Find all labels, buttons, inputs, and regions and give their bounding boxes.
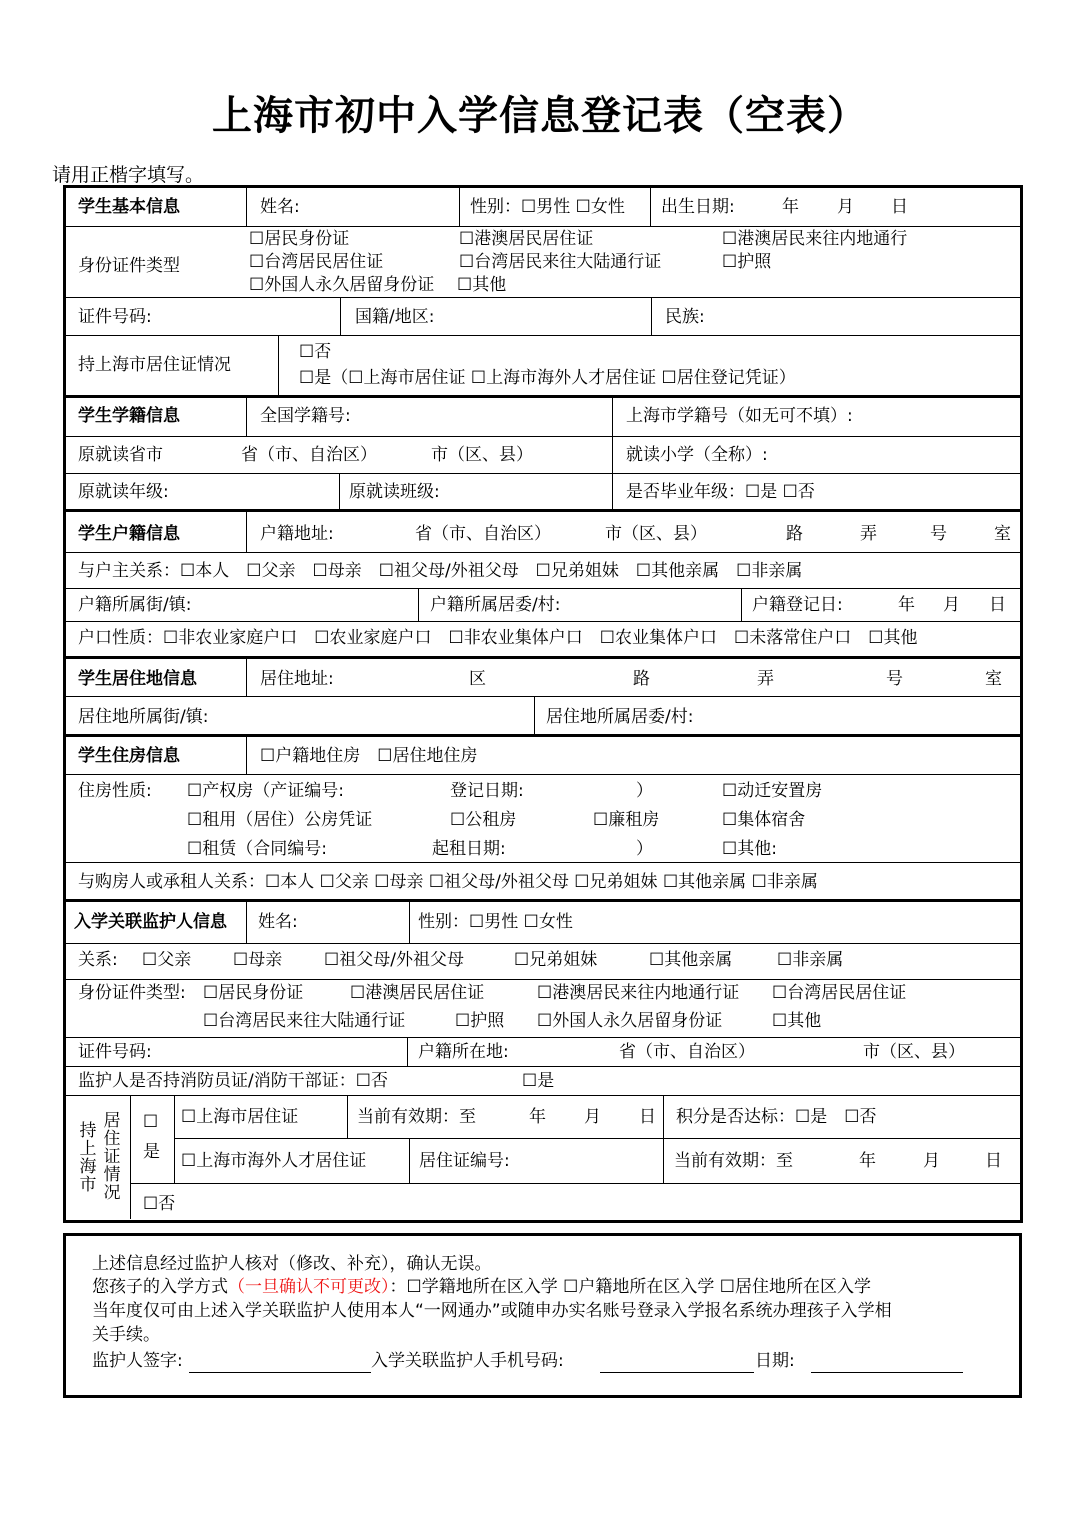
guardian-talent-valid-month: 月 [923, 1151, 940, 1171]
guardian-firefighter-no[interactable]: 监护人是否持消防员证/消防干部证：☐否 [78, 1071, 388, 1091]
hukou-reg-year-label: 年 [898, 595, 915, 615]
residence-permit-label: 持上海市居住证情况 [78, 355, 231, 375]
housing-other-option[interactable]: ☐其他: [722, 839, 777, 859]
residence-lane-label: 弄 [757, 669, 774, 689]
section-header-housing: 学生住房信息 [78, 746, 180, 766]
section-header-hukou: 学生户籍信息 [78, 524, 180, 544]
guardian-permit-side-label-b: 居住证情况 [103, 1111, 121, 1203]
hukou-reg-date-label: 户籍登记日: [752, 595, 843, 615]
guardian-permit-valid-day: 日 [639, 1107, 656, 1127]
graduating-grade-field[interactable]: 是否毕业年级：☐是 ☐否 [626, 482, 815, 502]
residence-number-label: 号 [886, 669, 903, 689]
guardian-id-tw-permit[interactable]: ☐台湾居民来往大陆通行证 [203, 1011, 406, 1031]
guardian-gender-field[interactable]: 性别：☐男性 ☐女性 [418, 912, 573, 932]
page-title: 上海市初中入学信息登记表（空表） [212, 93, 868, 139]
hukou-number-label: 号 [930, 524, 947, 544]
guardian-name-field[interactable]: 姓名: [258, 912, 298, 932]
guardian-permit-no[interactable]: ☐否 [143, 1194, 176, 1214]
housing-owned-reg-date: 登记日期: [450, 781, 524, 801]
enrollment-method-warning: （一旦确认不可更改） [228, 1277, 390, 1297]
orig-class-field[interactable]: 原就读班级: [349, 482, 440, 502]
id-option-tw-residence[interactable]: ☐台湾居民居住证 [249, 252, 384, 272]
birth-year-label: 年 [782, 197, 799, 217]
guardian-signature-label: 监护人签字: [92, 1351, 183, 1371]
guardian-relation-siblings[interactable]: ☐兄弟姐妹 [514, 950, 598, 970]
guardian-talent-valid-year: 年 [859, 1151, 876, 1171]
guardian-relation-other-relatives[interactable]: ☐其他亲属 [649, 950, 733, 970]
enrollment-instruction: 当年度仅可由上述入学关联监护人使用本人“一网通办”或随申办实名账号登录入学报名系统办理孩子入学相 [92, 1301, 892, 1321]
student-gender-field[interactable]: 性别：☐男性 ☐女性 [470, 197, 625, 217]
hukou-road-label: 路 [786, 524, 803, 544]
primary-school-field[interactable]: 就读小学（全称）: [626, 445, 768, 465]
orig-province-label: 省（市、自治区） [241, 445, 377, 465]
confirmation-section [63, 1233, 1022, 1398]
guardian-permit-shanghai[interactable]: ☐上海市居住证 [181, 1107, 299, 1127]
shanghai-roll-number-field[interactable]: 上海市学籍号（如无可不填）: [626, 406, 853, 426]
section-header-guardian: 入学关联监护人信息 [74, 912, 227, 932]
guardian-relation-father[interactable]: ☐父亲 [142, 950, 192, 970]
housing-lease-start-date: 起租日期: [432, 839, 506, 859]
housing-public-rental-option[interactable]: ☐公租房 [450, 810, 517, 830]
guardian-relation-grandparents[interactable]: ☐祖父母/外祖父母 [324, 950, 464, 970]
hukou-city-label: 市（区、县） [605, 524, 707, 544]
id-option-hkmo-permit[interactable]: ☐港澳居民来往内地通行 [722, 229, 908, 249]
signature-date-label: 日期: [755, 1351, 795, 1371]
id-type-label: 身份证件类型 [78, 256, 180, 276]
guardian-id-tw-residence[interactable]: ☐台湾居民居住证 [772, 983, 907, 1003]
guardian-id-hkmo-residence[interactable]: ☐港澳居民居住证 [350, 983, 485, 1003]
guardian-id-resident-card[interactable]: ☐居民身份证 [203, 983, 304, 1003]
id-option-foreigner-card[interactable]: ☐外国人永久居留身份证 [249, 275, 435, 295]
orig-district-label: 市（区、县） [431, 445, 533, 465]
guardian-points-qualified-options[interactable]: 积分是否达标：☐是 ☐否 [676, 1107, 877, 1127]
id-option-tw-permit[interactable]: ☐台湾居民来往大陆通行证 [459, 252, 662, 272]
section-header-student-roll: 学生学籍信息 [78, 406, 180, 426]
residence-address-field[interactable]: 居住地址: [260, 669, 334, 689]
registration-form [63, 185, 1023, 1223]
hukou-reg-day-label: 日 [989, 595, 1006, 615]
guardian-id-passport[interactable]: ☐护照 [455, 1011, 505, 1031]
guardian-permit-overseas-talent[interactable]: ☐上海市海外人才居住证 [181, 1151, 367, 1171]
ethnicity-field[interactable]: 民族: [665, 307, 705, 327]
guardian-hukou-province-label: 省（市、自治区） [619, 1042, 755, 1062]
residence-permit-no[interactable]: ☐否 [299, 342, 332, 362]
guardian-permit-valid-month: 月 [584, 1107, 601, 1127]
housing-lease-option[interactable]: ☐租赁（合同编号: [187, 839, 327, 859]
birth-month-label: 月 [837, 197, 854, 217]
birth-day-label: 日 [891, 197, 908, 217]
confirm-statement: 上述信息经过监护人核对（修改、补充），确认无误。 [92, 1254, 492, 1274]
guardian-permit-valid-year: 年 [529, 1107, 546, 1127]
guardian-relation-label: 关系: [78, 950, 118, 970]
guardian-id-type-label: 身份证件类型: [78, 983, 186, 1003]
guardian-permit-yes-label: 是 [143, 1142, 160, 1162]
guardian-talent-valid-day: 日 [985, 1151, 1002, 1171]
housing-location-options[interactable]: ☐户籍地住房 ☐居住地住房 [260, 746, 478, 766]
guardian-id-number-field[interactable]: 证件号码: [78, 1042, 152, 1062]
birth-date-label: 出生日期: [661, 197, 735, 217]
hukou-address-field[interactable]: 户籍地址: [260, 524, 334, 544]
guardian-id-hkmo-permit[interactable]: ☐港澳居民来往内地通行证 [537, 983, 740, 1003]
enrollment-method-label: 您孩子的入学方式 [92, 1277, 228, 1297]
guardian-permit-side-label-a: 持上海市 [79, 1121, 97, 1195]
guardian-id-foreigner-card[interactable]: ☐外国人永久居留身份证 [537, 1011, 723, 1031]
section-header-residence: 学生居住地信息 [78, 669, 197, 689]
householder-relation-options[interactable]: 与户主关系：☐本人 ☐父亲 ☐母亲 ☐祖父母/外祖父母 ☐兄弟姐妹 ☐其他亲属 ☐非亲属 [78, 561, 803, 581]
id-option-resident-card[interactable]: ☐居民身份证 [249, 229, 350, 249]
housing-relocation-option[interactable]: ☐动迁安置房 [722, 781, 823, 801]
section-header-student-basic: 学生基本信息 [78, 197, 180, 217]
residence-district-label: 区 [469, 669, 486, 689]
enrollment-method-line [92, 1276, 871, 1298]
guardian-relation-mother[interactable]: ☐母亲 [233, 950, 283, 970]
id-option-other[interactable]: ☐其他 [457, 275, 507, 295]
housing-owned-option[interactable]: ☐产权房（产证编号: [187, 781, 344, 801]
housing-low-rent-option[interactable]: ☐廉租房 [593, 810, 660, 830]
hukou-reg-month-label: 月 [943, 595, 960, 615]
guardian-permit-valid-label: 当前有效期：至 [357, 1107, 476, 1127]
nationality-field[interactable]: 国籍/地区: [355, 307, 435, 327]
residence-committee-field[interactable]: 居住地所属居委/村: [546, 707, 694, 727]
guardian-firefighter-yes[interactable]: ☐是 [522, 1071, 555, 1091]
guardian-permit-number-field[interactable]: 居住证编号: [419, 1151, 510, 1171]
national-roll-number-field[interactable]: 全国学籍号: [260, 406, 351, 426]
guardian-hukou-location-label: 户籍所在地: [418, 1042, 509, 1062]
housing-lease-close: ） [636, 839, 653, 859]
orig-city-label: 原就读省市 [78, 445, 163, 465]
housing-dormitory-option[interactable]: ☐集体宿舍 [722, 810, 806, 830]
hukou-type-options[interactable]: 户口性质：☐非农业家庭户口 ☐农业家庭户口 ☐非农业集体户口 ☐农业集体户口 ☐未落常住户口 ☐其他 [78, 628, 918, 648]
hukou-committee-field[interactable]: 户籍所属居委/村: [430, 595, 561, 615]
guardian-talent-valid-label: 当前有效期：至 [674, 1151, 793, 1171]
guardian-phone-label: 入学关联监护人手机号码: [371, 1351, 564, 1371]
id-option-passport[interactable]: ☐护照 [722, 252, 772, 272]
orig-grade-field[interactable]: 原就读年级: [78, 482, 169, 502]
housing-owned-close: ） [636, 781, 653, 801]
guardian-phone-line[interactable] [600, 1372, 754, 1373]
guardian-hukou-city-label: 市（区、县） [863, 1042, 965, 1062]
fill-instruction: 请用正楷字填写。 [52, 164, 205, 186]
guardian-relation-non-relative[interactable]: ☐非亲属 [777, 950, 844, 970]
guardian-id-other[interactable]: ☐其他 [772, 1011, 822, 1031]
id-number-field[interactable]: 证件号码: [78, 307, 152, 327]
residence-street-field[interactable]: 居住地所属街/镇: [78, 707, 209, 727]
student-name-field[interactable]: 姓名: [260, 197, 300, 217]
signature-date-line[interactable] [811, 1372, 963, 1373]
housing-nature-label: 住房性质: [78, 781, 152, 801]
enrollment-instruction-cont: 关手续。 [92, 1325, 160, 1345]
id-option-hkmo-residence[interactable]: ☐港澳居民居住证 [459, 229, 594, 249]
guardian-permit-yes-checkbox[interactable]: ☐ [143, 1112, 159, 1132]
residence-permit-yes-options[interactable]: ☐是（☐上海市居住证 ☐上海市海外人才居住证 ☐居住登记凭证） [299, 368, 796, 388]
buyer-relation-options[interactable]: 与购房人或承租人关系：☐本人 ☐父亲 ☐母亲 ☐祖父母/外祖父母 ☐兄弟姐妹 ☐其他亲属 ☐非亲属 [78, 872, 818, 892]
enrollment-method-options[interactable]: ：☐学籍地所在区入学 ☐户籍地所在区入学 ☐居住地所在区入学 [389, 1277, 872, 1297]
hukou-lane-label: 弄 [860, 524, 877, 544]
housing-public-rent-voucher-option[interactable]: ☐租用（居住）公房凭证 [187, 810, 373, 830]
residence-road-label: 路 [633, 669, 650, 689]
hukou-province-label: 省（市、自治区） [415, 524, 551, 544]
residence-room-label: 室 [985, 669, 1002, 689]
hukou-street-field[interactable]: 户籍所属街/镇: [78, 595, 192, 615]
guardian-signature-line[interactable] [189, 1372, 371, 1373]
hukou-room-label: 室 [994, 524, 1011, 544]
